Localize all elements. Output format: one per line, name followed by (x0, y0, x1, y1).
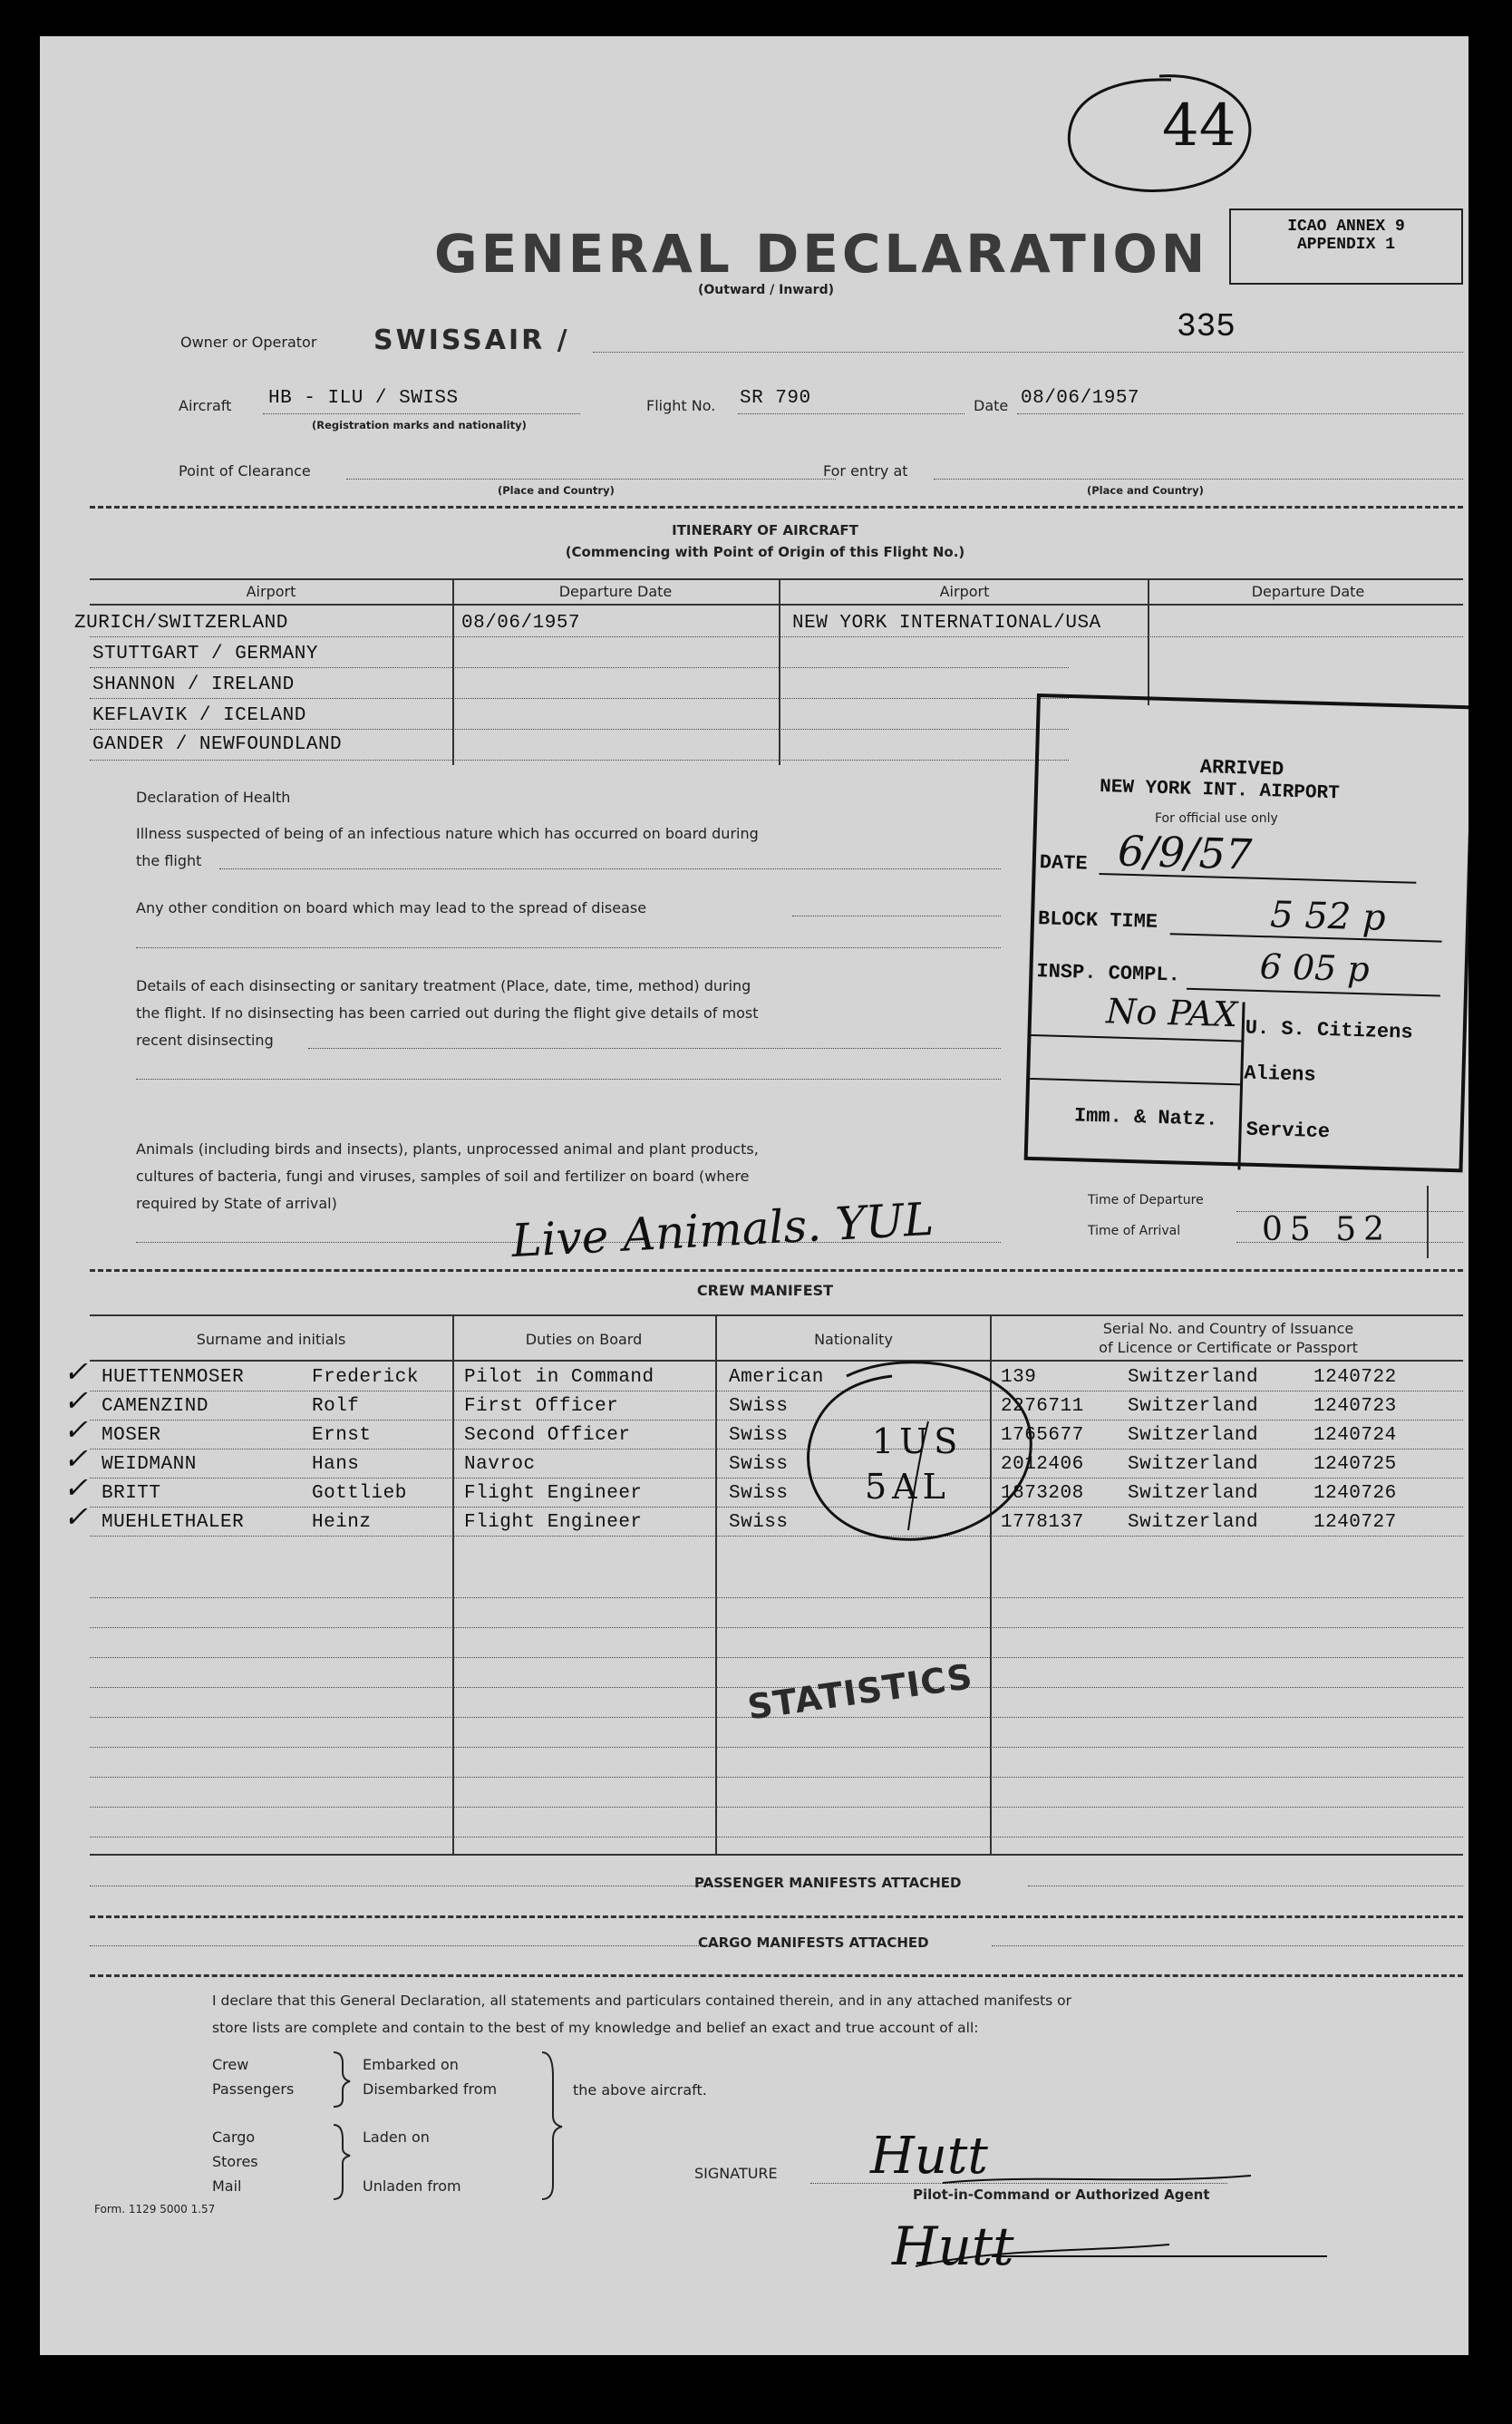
aircraft-label: Aircraft (179, 397, 232, 414)
check-mark-icon: ✓ (63, 1499, 88, 1534)
crew-first-name: Ernst (312, 1425, 372, 1446)
health-answer-line (136, 1079, 1001, 1080)
crew-country: Switzerland (1128, 1367, 1259, 1388)
health-q4: Animals (including birds and insects), plants, unprocessed animal and plant products, (136, 1140, 759, 1158)
time-departure-label: Time of Departure (1088, 1193, 1204, 1207)
stamp-pax-value: No PAX (1105, 991, 1238, 1035)
crew-header-serial: Serial No. and Country of Issuance (1102, 1320, 1354, 1337)
check-mark-icon: ✓ (63, 1383, 88, 1418)
stamp-divider (1237, 1002, 1245, 1169)
declaration-passengers: Passengers (212, 2080, 295, 2098)
crew-duty: First Officer (464, 1396, 619, 1417)
clearance-note: (Place and Country) (498, 484, 615, 497)
itinerary-col-line (779, 578, 780, 765)
itinerary-top-line (90, 578, 1463, 580)
crew-serial: 1873208 (1001, 1483, 1084, 1504)
official-use-label: For official use only (1155, 811, 1278, 826)
owner-label: Owner or Operator (180, 334, 317, 351)
crew-nationality: Swiss (729, 1396, 789, 1417)
appendix-line: APPENDIX 1 (1296, 236, 1396, 254)
health-title: Declaration of Health (136, 789, 291, 806)
form-number: Form. 1129 5000 1.57 (94, 2203, 216, 2216)
check-mark-icon: ✓ (63, 1470, 88, 1505)
crew-nationality: American (729, 1367, 824, 1388)
itinerary-airport: GANDER / NEWFOUNDLAND (92, 734, 343, 755)
crew-serial: 1778137 (1001, 1512, 1084, 1533)
stamp-line (1031, 1034, 1241, 1042)
entry-label: For entry at (823, 462, 908, 480)
crew-serial: 2012406 (1001, 1454, 1084, 1475)
itinerary-airport: KEFLAVIK / ICELAND (92, 705, 306, 726)
crew-row-line (90, 1777, 1463, 1778)
itinerary-row-line (90, 729, 1069, 730)
annex-box (1229, 208, 1463, 285)
health-q1-cont: the flight (136, 852, 202, 869)
crew-surname: MUEHLETHALER (102, 1512, 245, 1533)
section-divider (90, 1915, 1463, 1918)
signature-value: Hutt (870, 2127, 988, 2186)
stamp-date-value: 6/9/57 (1117, 826, 1253, 879)
crew-nationality: Swiss (729, 1425, 789, 1446)
section-divider (90, 1974, 1463, 1977)
crew-header-surname: Surname and initials (196, 1331, 346, 1348)
crew-country: Switzerland (1128, 1454, 1259, 1475)
crew-nationality: Swiss (729, 1454, 789, 1475)
crew-passport: 1240722 (1313, 1367, 1397, 1388)
crew-surname: CAMENZIND (102, 1396, 208, 1417)
health-answer-line (308, 1048, 1001, 1049)
crew-first-name: Frederick (312, 1367, 419, 1388)
clearance-label: Point of Clearance (179, 462, 311, 480)
crew-row-line (90, 1597, 1463, 1598)
signature-value: Hutt (892, 2216, 1014, 2277)
crew-passport: 1240725 (1313, 1454, 1397, 1475)
itinerary-airport: STUTTGART / GERMANY (92, 644, 318, 664)
check-mark-icon: ✓ (63, 1412, 88, 1447)
itinerary-row-line (90, 698, 1069, 699)
circled-note: 1US (872, 1421, 964, 1461)
cargo-manifests: CARGO MANIFESTS ATTACHED (698, 1934, 929, 1951)
declaration-text: store lists are complete and contain to the best of my knowledge and belief an exact and true account of all: (212, 2020, 979, 2036)
annex-line: ICAO ANNEX 9 (1287, 218, 1405, 236)
crew-country: Switzerland (1128, 1483, 1259, 1504)
itinerary-row-line (90, 667, 1069, 668)
section-divider (90, 506, 1463, 509)
crew-header-serial: of Licence or Certificate or Passport (1099, 1339, 1358, 1356)
itinerary-title: ITINERARY OF AIRCRAFT (672, 522, 858, 538)
crew-row-line (90, 1449, 1463, 1450)
health-q4-cont: cultures of bacteria, fungi and viruses, samples of soil and fertilizer on board (where (136, 1168, 750, 1185)
stamp-citizens-label: U. S. Citizens (1245, 1016, 1413, 1044)
date-label: Date (974, 397, 1009, 414)
crew-nationality: Swiss (729, 1483, 789, 1504)
stamp-aliens-label: Aliens (1244, 1062, 1316, 1087)
date-value: 08/06/1957 (1021, 388, 1140, 409)
declaration-braces (326, 2049, 598, 2212)
crew-row-line (90, 1536, 1463, 1537)
crew-passport: 1240724 (1313, 1425, 1397, 1446)
page-subtitle: (Outward / Inward) (698, 283, 835, 297)
itinerary-airport: ZURICH/SWITZERLAND (74, 613, 288, 634)
crew-passport: 1240726 (1313, 1483, 1397, 1504)
declaration-form (40, 36, 1468, 2355)
itinerary-subtitle: (Commencing with Point of Origin of this Flight No.) (565, 544, 965, 560)
declaration-mail: Mail (212, 2177, 242, 2195)
crew-row-line (90, 1747, 1463, 1748)
declaration-embarked: Embarked on (363, 2056, 459, 2073)
flight-value: SR 790 (740, 388, 811, 409)
crew-passport: 1240727 (1313, 1512, 1397, 1533)
official-use-border (1427, 1186, 1429, 1258)
flight-label: Flight No. (646, 397, 716, 414)
aircraft-line (263, 413, 580, 414)
crew-row-line (90, 1657, 1463, 1658)
time-arrival-value: 05 52 (1262, 1211, 1392, 1248)
stamp-title: ARRIVED (1199, 756, 1284, 781)
declaration-laden: Laden on (363, 2128, 430, 2146)
stamp-date-label: DATE (1039, 851, 1088, 876)
crew-header-line (90, 1360, 1463, 1362)
declaration-unladen: Unladen from (363, 2177, 461, 2195)
crew-serial: 1765677 (1001, 1425, 1084, 1446)
entry-note: (Place and Country) (1087, 484, 1204, 497)
crew-first-name: Heinz (312, 1512, 372, 1533)
flight-line (738, 413, 964, 414)
declaration-stores: Stores (212, 2153, 258, 2170)
crew-passport: 1240723 (1313, 1396, 1397, 1417)
passenger-manifests: PASSENGER MANIFESTS ATTACHED (694, 1875, 962, 1891)
entry-line (934, 479, 1463, 480)
crew-country: Switzerland (1128, 1425, 1259, 1446)
declaration-text: I declare that this General Declaration, all statements and particulars contained therein, and in any attached manifests or (212, 1993, 1072, 2009)
itinerary-col-line (1148, 578, 1149, 705)
stamp-line (1030, 1078, 1240, 1085)
aircraft-note: (Registration marks and nationality) (312, 419, 527, 431)
health-answer-line (136, 947, 1001, 948)
declaration-above-aircraft: the above aircraft. (573, 2081, 707, 2099)
owner-line (593, 352, 1463, 353)
crew-top-line (90, 1314, 1463, 1316)
time-arrival-label: Time of Arrival (1088, 1224, 1181, 1238)
crew-duty: Flight Engineer (464, 1512, 643, 1533)
declaration-disembarked: Disembarked from (363, 2080, 498, 2098)
health-q2: Any other condition on board which may lead to the spread of disease (136, 899, 647, 916)
check-mark-icon: ✓ (63, 1354, 88, 1389)
circled-note: 5AL (865, 1467, 951, 1507)
crew-col-line (715, 1314, 717, 1854)
crew-first-name: Gottlieb (312, 1483, 407, 1504)
stamp-insp-label: INSP. COMPL. (1036, 960, 1181, 987)
crew-duty: Second Officer (464, 1425, 631, 1446)
manifest-line (90, 1945, 733, 1946)
crew-serial: 139 (1001, 1367, 1037, 1388)
crew-surname: HUETTENMOSER (102, 1367, 245, 1388)
manifest-line (992, 1945, 1463, 1946)
stamp-inns-label: Imm. & Natz. (1073, 1104, 1218, 1131)
check-mark-icon: ✓ (63, 1441, 88, 1476)
clearance-line (346, 479, 836, 480)
crew-row-line (90, 1627, 1463, 1628)
crew-duty: Flight Engineer (464, 1483, 643, 1504)
stamp-line (1099, 873, 1416, 884)
itinerary-col-line (452, 578, 454, 765)
itinerary-header-airport: Airport (939, 583, 990, 600)
itinerary-airport: SHANNON / IRELAND (92, 674, 295, 695)
stamp-block-label: BLOCK TIME (1037, 907, 1158, 934)
itinerary-header-line (90, 604, 1463, 606)
stamp-service-label: Service (1245, 1118, 1331, 1144)
crew-row-line (90, 1507, 1463, 1508)
crew-nationality: Swiss (729, 1512, 789, 1533)
crew-header-duties: Duties on Board (525, 1331, 643, 1348)
owner-value: SWISSAIR / (373, 325, 570, 356)
crew-row-line (90, 1807, 1463, 1808)
health-q3: Details of each disinsecting or sanitary treatment (Place, date, time, method) during (136, 977, 751, 994)
crew-title: CREW MANIFEST (696, 1282, 834, 1299)
signature-caption: Pilot-in-Command or Authorized Agent (913, 2186, 1210, 2203)
crew-surname: BRITT (102, 1483, 161, 1504)
itinerary-row-line (90, 636, 1463, 637)
health-q3-cont: the flight. If no disinsecting has been carried out during the flight give details of most (136, 1004, 759, 1022)
statistics-stamp: STATISTICS (745, 1656, 975, 1728)
crew-duty: Navroc (464, 1454, 536, 1475)
date-line (1017, 413, 1463, 414)
itinerary-date: 08/06/1957 (461, 613, 581, 634)
page-number: 44 (1162, 92, 1236, 160)
section-divider (90, 1854, 1463, 1856)
signature-strokes (870, 2157, 1287, 2293)
declaration-cargo: Cargo (212, 2128, 256, 2146)
crew-country: Switzerland (1128, 1396, 1259, 1417)
signature-label: SIGNATURE (694, 2165, 778, 2182)
crew-first-name: Rolf (312, 1396, 360, 1417)
crew-serial: 2276711 (1001, 1396, 1084, 1417)
crew-duty: Pilot in Command (464, 1367, 654, 1388)
itinerary-header-date: Departure Date (558, 583, 673, 600)
health-q4-cont: required by State of arrival) (136, 1195, 337, 1212)
crew-surname: WEIDMANN (102, 1454, 197, 1475)
health-answer-line (219, 868, 1001, 869)
stamp-airport: NEW YORK INT. AIRPORT (1099, 776, 1341, 805)
itinerary-header-date: Departure Date (1251, 583, 1365, 600)
itinerary-header-airport: Airport (246, 583, 296, 600)
section-divider (90, 1269, 1463, 1272)
itinerary-airport: NEW YORK INTERNATIONAL/USA (792, 613, 1101, 634)
declaration-crew: Crew (212, 2056, 249, 2073)
crew-first-name: Hans (312, 1454, 360, 1475)
itinerary-row-line (90, 760, 1069, 761)
health-q3-cont: recent disinsecting (136, 1032, 274, 1049)
crew-col-line (452, 1314, 454, 1854)
stamp-insp-value: 6 05 p (1259, 945, 1371, 990)
crew-surname: MOSER (102, 1425, 161, 1446)
health-q1: Illness suspected of being of an infectious nature which has occurred on board during (136, 825, 759, 842)
owner-number: 335 (1177, 308, 1236, 345)
health-handwriting: Live Animals. YUL (509, 1192, 935, 1268)
arrival-stamp (1024, 693, 1468, 1172)
aircraft-value: HB - ILU / SWISS (268, 388, 459, 409)
crew-country: Switzerland (1128, 1512, 1259, 1533)
crew-row-line (90, 1478, 1463, 1479)
page-title: GENERAL DECLARATION (434, 223, 1209, 285)
crew-header-nationality: Nationality (814, 1331, 893, 1348)
stamp-block-value: 5 52 p (1269, 894, 1387, 939)
